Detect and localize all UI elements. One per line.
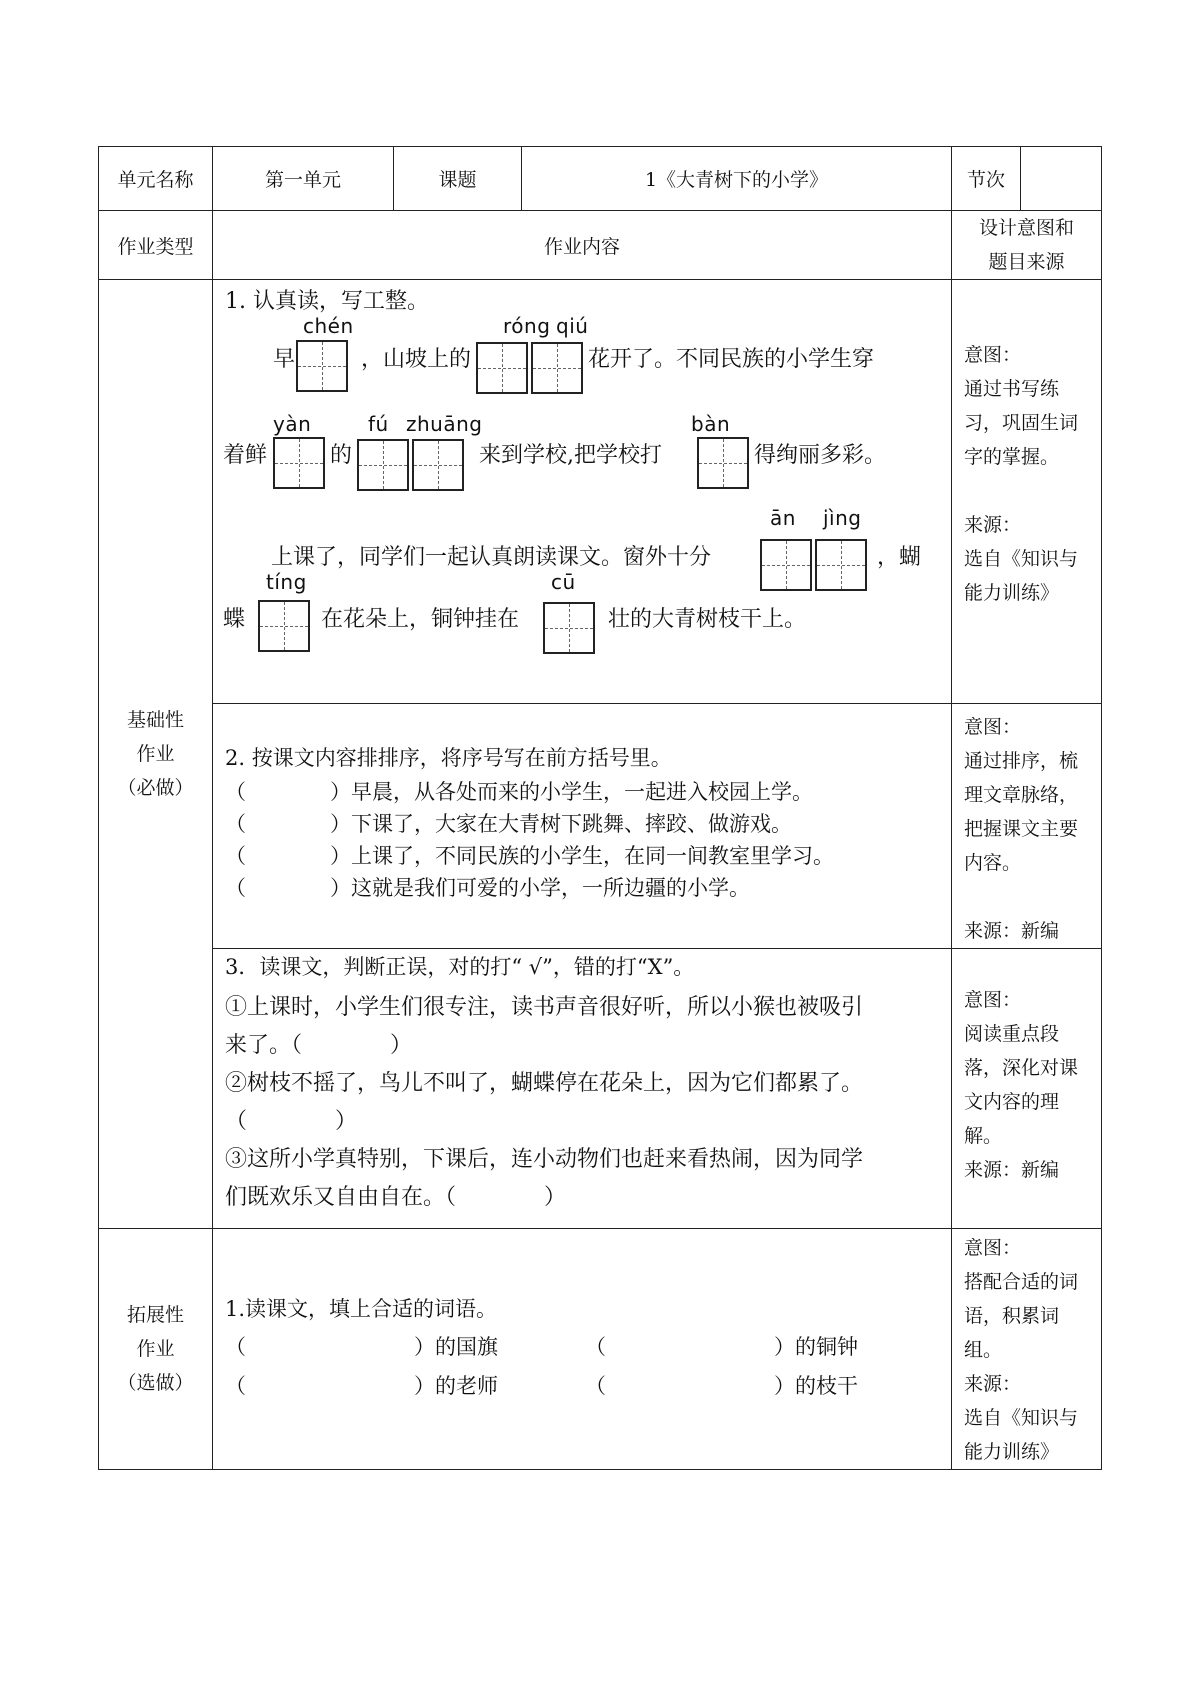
q3-note-line-5: 解。 (964, 1125, 1003, 1147)
basic-q2-row (99, 704, 1102, 949)
q1-note-line-4: 字的掌握。 (964, 446, 1060, 468)
unit-label: 单元名称 (99, 147, 213, 211)
q1-title: 1. 认真读，写工整。 (225, 289, 429, 314)
extend-note-line-1: 意图： (964, 1237, 1022, 1259)
pinyin-rong: róng (503, 314, 551, 338)
q3-note-line-4: 文内容的理 (964, 1091, 1060, 1113)
q2-note-line-7: 来源：新编 (964, 920, 1060, 942)
extend-note-line-5: 来源： (964, 1373, 1022, 1395)
extend-note-line-3: 语，积累词 (964, 1305, 1060, 1327)
extend-item: （ ）的国旗 (225, 1335, 498, 1359)
unit-value: 第一单元 (213, 147, 394, 211)
q3-line: （ ） (225, 1109, 358, 1134)
topic-label: 课题 (394, 147, 522, 211)
q1-note (964, 286, 1101, 610)
char-grid-qiu[interactable] (531, 342, 583, 394)
basic-type-line-3: （必做） (117, 777, 194, 799)
q1-text-8: 上课了，同学们一起认真朗读课文。窗外十分 (271, 545, 712, 570)
pinyin-jing: jìng (823, 506, 862, 530)
pinyin-fu: fú (368, 412, 389, 436)
extend-type-cell (99, 1229, 213, 1470)
q3-note-line-1: 意图： (964, 989, 1022, 1011)
q2-note-line-1: 意图： (964, 716, 1022, 738)
header-row (99, 147, 1102, 211)
extend-note-cell (952, 1229, 1102, 1470)
basic-q3-content (213, 949, 951, 1228)
extend-note-line-6: 选自《知识与 (964, 1407, 1079, 1429)
q2-note-line-2: 通过排序，梳 (964, 750, 1079, 772)
q3-line: ②树枝不摇了，鸟儿不叫了，蝴蝶停在花朵上，因为它们都累了。 (225, 1071, 864, 1096)
q2-item: （ ）早晨，从各处而来的小学生，一起进入校园上学。 (225, 780, 813, 804)
pinyin-chen: chén (303, 314, 354, 338)
pinyin-ting: tíng (266, 570, 307, 594)
q2-note-line-6 (964, 880, 1101, 914)
q1-text-3: 花开了。不同民族的小学生穿 (588, 347, 875, 372)
q3-line: 们既欢乐又自由自在。（ ） (225, 1185, 567, 1210)
char-grid-zhuang[interactable] (412, 439, 464, 491)
pinyin-zhuang: zhuāng (406, 412, 483, 436)
extend-cell (213, 1229, 952, 1470)
char-grid-ban[interactable] (697, 437, 749, 489)
pinyin-yan: yàn (273, 412, 312, 436)
q1-note-cell (952, 280, 1102, 704)
extend-type-line-2: 作业 (136, 1338, 175, 1360)
extend-row (99, 1229, 1102, 1470)
q1-note-line-1: 意图： (964, 344, 1022, 366)
q1-text-5: 的 (330, 443, 353, 468)
type-label: 作业类型 (99, 211, 213, 280)
char-grid-yan[interactable] (273, 437, 325, 489)
basic-type-line-1: 基础性 (126, 709, 184, 731)
basic-type-cell (99, 280, 213, 1229)
q3-note (964, 955, 1101, 1187)
q1-note-line-2: 通过书写练 (964, 378, 1060, 400)
extend-type-line-1: 拓展性 (126, 1304, 184, 1326)
q1-text-1: 早 (273, 347, 296, 372)
extend-item: （ ）的枝干 (585, 1374, 858, 1398)
section-label: 节次 (952, 147, 1021, 211)
q3-title: 3．读课文，判断正误，对的打“ √”，错的打“X”。 (225, 955, 695, 979)
char-grid-chen[interactable] (296, 340, 348, 392)
q1-text-10: 蝶 (223, 607, 246, 632)
q3-note-cell (952, 949, 1102, 1229)
q1-text-4: 着鲜 (223, 443, 268, 468)
q1-note-line-3: 习，巩固生词 (964, 412, 1079, 434)
q3-line: 来了。（ ） (225, 1033, 413, 1058)
q1-text-12: 壮的大青树枝干上。 (608, 607, 807, 632)
q3-note-line-2: 阅读重点段 (964, 1023, 1060, 1045)
design-label (952, 211, 1102, 280)
q1-note-line-8: 能力训练》 (964, 582, 1060, 604)
basic-type-line-2: 作业 (136, 743, 175, 765)
pinyin-ban: bàn (691, 412, 731, 436)
q2-note-line-3: 理文章脉络， (964, 784, 1079, 806)
q1-text-9: ，蝴 (877, 545, 922, 570)
basic-q3-cell (213, 949, 952, 1229)
q1-text-11: 在花朵上，铜钟挂在 (321, 607, 520, 632)
extend-type-line-3: （选做） (117, 1372, 194, 1394)
pinyin-an: ān (770, 506, 796, 530)
basic-q1-cell (213, 280, 952, 704)
char-grid-an[interactable] (760, 539, 812, 591)
topic-value: 1《大青树下的小学》 (522, 147, 952, 211)
extend-note-line-4: 组。 (964, 1339, 1003, 1361)
q2-item: （ ）下课了，大家在大青树下跳舞、摔跤、做游戏。 (225, 812, 792, 836)
design-label-line-2: 题目来源 (988, 251, 1065, 273)
extend-item: （ ）的老师 (225, 1374, 498, 1398)
q1-note-line-5 (964, 474, 1101, 508)
q2-item: （ ）这就是我们可爱的小学，一所边疆的小学。 (225, 876, 750, 900)
q3-line: ①上课时，小学生们很专注，读书声音很好听，所以小猴也被吸引 (225, 995, 864, 1020)
q1-note-line-7: 选自《知识与 (964, 548, 1079, 570)
basic-q3-row (99, 949, 1102, 1229)
q1-text-7: 得绚丽多彩。 (754, 443, 887, 468)
content-label: 作业内容 (213, 211, 952, 280)
char-grid-rong[interactable] (476, 342, 528, 394)
q2-note-line-5: 内容。 (964, 852, 1022, 874)
q2-title: 2. 按课文内容排排序，将序号写在前方括号里。 (225, 746, 672, 770)
char-grid-fu[interactable] (357, 439, 409, 491)
q3-note-line-3: 落，深化对课 (964, 1057, 1079, 1079)
char-grid-jing[interactable] (815, 539, 867, 591)
pinyin-cu: cū (551, 570, 576, 594)
char-grid-cu[interactable] (543, 602, 595, 654)
q3-note-line-6: 来源：新编 (964, 1159, 1060, 1181)
q3-line: ③这所小学真特别，下课后，连小动物们也赶来看热闹，因为同学 (225, 1147, 864, 1172)
extend-note-line-2: 搭配合适的词 (964, 1271, 1079, 1293)
q2-note-line-4: 把握课文主要 (964, 818, 1079, 840)
q1-text-2: ，山坡上的 (361, 347, 472, 372)
basic-q1-row (99, 280, 1102, 704)
extend-item: （ ）的铜钟 (585, 1335, 858, 1359)
subheader-row (99, 211, 1102, 280)
design-label-line-1: 设计意图和 (978, 217, 1074, 239)
q1-note-line-6: 来源： (964, 514, 1022, 536)
section-value (1021, 147, 1102, 211)
basic-q2-content (213, 704, 951, 942)
q1-text-6: 来到学校,把学校打 (479, 443, 662, 468)
extend-content (213, 1229, 951, 1458)
basic-q1-content (213, 280, 951, 703)
extend-title: 1.读课文，填上合适的词语。 (225, 1297, 498, 1321)
char-grid-ting[interactable] (258, 600, 310, 652)
q2-note-cell (952, 704, 1102, 949)
basic-q2-cell (213, 704, 952, 949)
q2-item: （ ）上课了，不同民族的小学生，在同一间教室里学习。 (225, 844, 834, 868)
extend-note-line-7: 能力训练》 (964, 1441, 1060, 1463)
homework-table (98, 146, 1102, 1470)
pinyin-qiu: qiú (556, 314, 589, 338)
